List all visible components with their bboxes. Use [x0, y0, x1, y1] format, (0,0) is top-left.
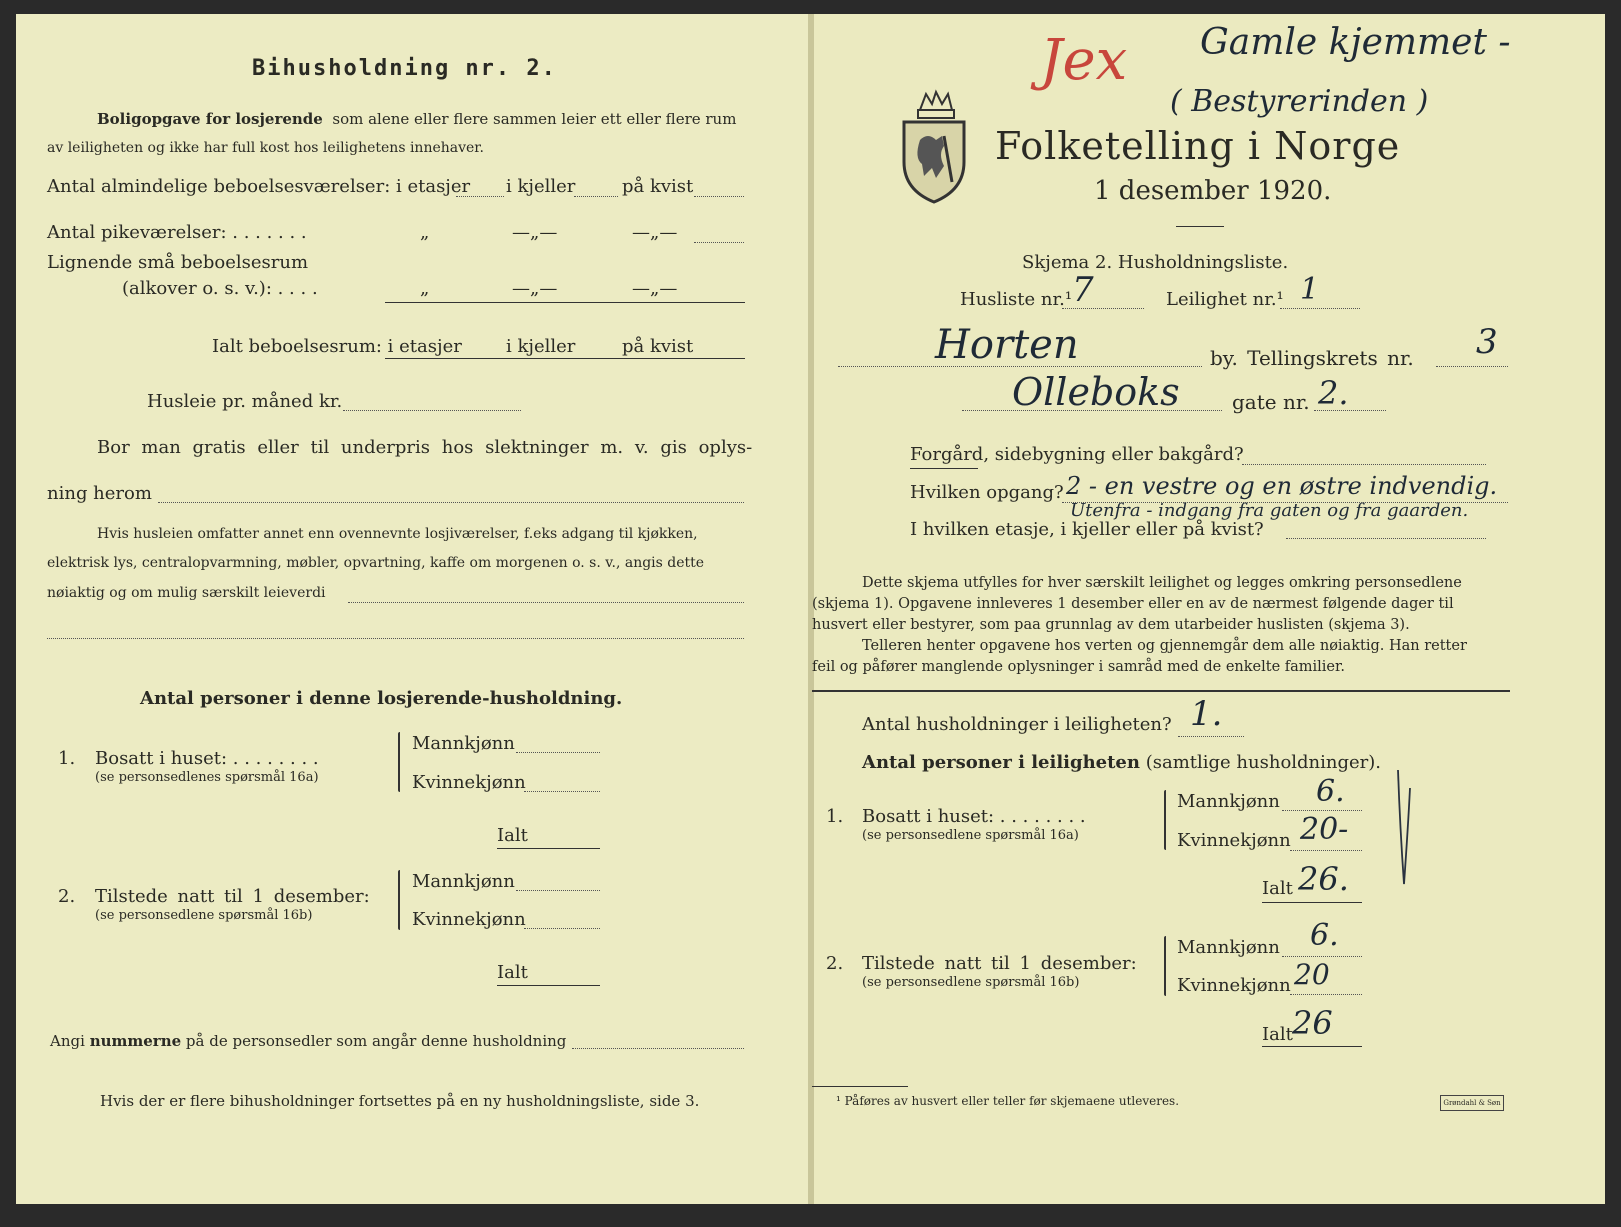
right-q1-label: Bosatt i huset: . . . . . . . . — [862, 806, 1086, 827]
opgang-label: Hvilken opgang? — [910, 482, 1064, 503]
skjema-label: Skjema 2. Husholdningsliste. — [1022, 252, 1289, 273]
right-q1-ialt-value[interactable]: 26. — [1298, 860, 1349, 898]
alkover-label-2: (alkover o. s. v.): . . . . — [122, 278, 318, 299]
forgard-field[interactable] — [1242, 464, 1486, 465]
rooms-kvist-label: på kvist — [622, 176, 694, 197]
right-q2-brace — [1164, 936, 1166, 996]
hush-field — [1178, 736, 1244, 737]
left-q2-mann-field[interactable] — [516, 890, 600, 891]
footnote-rule — [812, 1086, 908, 1087]
right-q2-sub: (se personsedlene spørsmål 16b) — [862, 975, 1080, 990]
left-q1-label: Bosatt i huset: . . . . . . . . — [95, 748, 319, 769]
gate-value[interactable]: Olleboks — [1012, 370, 1180, 414]
right-q1-ialt-label: Ialt — [1262, 878, 1293, 899]
by-field — [838, 366, 1202, 367]
left-q1-kvinne-field[interactable] — [524, 791, 600, 792]
left-intro-bold: Boligopgave for losjerende — [97, 110, 323, 128]
rooms-kvist-field[interactable] — [694, 196, 744, 197]
ialt-rooms-kjeller: i kjeller — [506, 336, 576, 357]
rooms-kjeller-label: i kjeller — [506, 176, 576, 197]
instr-line-2: (skjema 1). Opgavene innleveres 1 desember eller en av de nærmest følgende dager til — [812, 596, 1454, 612]
right-q2-ialt-field — [1262, 1046, 1362, 1047]
extras-para-3: nøiaktig og om mulig særskilt leieverdi — [47, 585, 326, 601]
rooms-kjeller-field[interactable] — [574, 196, 618, 197]
hush-value[interactable]: 1. — [1190, 694, 1223, 734]
ialt-rooms-underline — [385, 358, 745, 359]
left-intro-rest: som alene eller flere sammen leier ett eller flere rum — [332, 110, 737, 128]
right-q2-mann-label: Mannkjønn — [1177, 937, 1280, 958]
right-q1-kvinne-label: Kvinnekjønn — [1177, 830, 1291, 851]
right-q1-kvinne-field — [1290, 850, 1362, 851]
check-stroke-icon — [1394, 768, 1414, 888]
pike-ditto-2: —„— — [512, 222, 558, 243]
right-persons-rest: (samtlige husholdninger). — [1145, 752, 1382, 773]
left-q1-mann-label: Mannkjønn — [412, 733, 515, 754]
instr-line-4: Telleren henter opgavene hos verten og gjennemgår dem alle nøiaktig. Han retter — [862, 638, 1467, 654]
ialt-rooms-label: Ialt beboelsesrum: i etasjer — [212, 336, 462, 357]
leieverdi-field[interactable] — [348, 602, 744, 603]
instr-line-5: feil og påfører manglende oplysninger i samråd med de enkelte familier. — [812, 659, 1345, 675]
right-persons-bold: Antal personer i leiligheten — [862, 752, 1140, 773]
right-q2-label: Tilstede natt til 1 desember: — [862, 953, 1137, 974]
angi-field[interactable] — [572, 1048, 744, 1049]
printer-stamp: Grøndahl & Søn — [1440, 1095, 1504, 1111]
coat-of-arms-icon — [898, 88, 970, 206]
right-q2-ialt-value[interactable]: 26 — [1292, 1004, 1333, 1042]
pike-ditto-3: —„— — [632, 222, 678, 243]
alkover-underline — [385, 302, 745, 303]
title-rule — [1176, 226, 1224, 227]
pike-label: Antal pikeværelser: . . . . . . . — [47, 222, 307, 243]
gratis-line1: Bor man gratis eller til underpris hos slektninger m. v. gis oplys- — [97, 437, 753, 458]
left-q2-brace — [398, 870, 400, 930]
right-q1-mann-field — [1282, 810, 1362, 811]
left-q2-mann-label: Mannkjønn — [412, 871, 515, 892]
left-title: Bihusholdning nr. 2. — [252, 56, 557, 81]
husleie-label: Husleie pr. måned kr. — [147, 391, 343, 412]
left-q1-sub: (se personsedlenes spørsmål 16a) — [95, 770, 319, 785]
left-intro — [97, 110, 736, 128]
gatenr-value[interactable]: 2. — [1318, 374, 1349, 412]
left-q2-ialt-label: Ialt — [497, 962, 528, 983]
census-title: Folketelling i Norge — [995, 124, 1401, 168]
by-label: by. Tellingskrets nr. — [1210, 346, 1414, 370]
extras-para-2: elektrisk lys, centralopvarmning, møbler, opvartning, kaffe om morgenen o. s. v., angis dette — [47, 555, 705, 571]
right-q1-ialt-field — [1262, 902, 1362, 903]
gate-label: gate nr. — [1232, 390, 1310, 414]
right-q1-mann-label: Mannkjønn — [1177, 791, 1280, 812]
rooms-etasjer-field[interactable] — [456, 196, 504, 197]
right-q1-number: 1. — [826, 806, 844, 827]
left-q1-brace — [398, 732, 400, 792]
husliste-field — [1062, 308, 1144, 309]
left-q1-ialt-label: Ialt — [497, 825, 528, 846]
extras-para-1: Hvis husleien omfatter annet enn ovennevnte losjiværelser, f.eks adgang til kjøkken, — [97, 526, 698, 542]
opgang-field — [1062, 502, 1508, 503]
instr-line-1: Dette skjema utfylles for hver særskilt leilighet og legges omkring personsedlene — [862, 575, 1462, 591]
alkover-ditto-1: „ — [420, 278, 430, 299]
rooms-label: Antal almindelige beboelsesværelser: i etasjer — [47, 176, 471, 197]
right-q1-sub: (se personsedlene spørsmål 16a) — [862, 828, 1079, 843]
opgang-value-2[interactable]: Utenfra - indgang fra gaten og fra gaarden. — [1070, 500, 1469, 521]
left-q2-sub: (se personsedlene spørsmål 16b) — [95, 908, 313, 923]
instr-line-3: husvert eller bestyrer, som paa grunnlag av dem utarbeider huslisten (skjema 3). — [812, 617, 1410, 633]
gatenr-field — [1314, 410, 1386, 411]
leilighet-label: Leilighet nr.¹ — [1166, 289, 1284, 310]
angi-rest: på de personsedler som angår denne husholdning — [185, 1032, 567, 1050]
left-intro-line2: av leiligheten og ikke har full kost hos leilighetens innehaver. — [47, 140, 484, 156]
handwritten-note-1: Gamle kjemmet - — [1200, 22, 1511, 63]
right-q1-brace — [1164, 790, 1166, 850]
hush-label: Antal husholdninger i leiligheten? — [862, 714, 1172, 735]
opgang-value[interactable]: 2 - en vestre og en østre indvendig. — [1066, 472, 1498, 500]
forgard-label: Forgård, sidebygning eller bakgård? — [910, 444, 1244, 465]
angi-line — [50, 1032, 566, 1050]
gate-field — [962, 410, 1222, 411]
left-q1-kvinne-label: Kvinnekjønn — [412, 772, 526, 793]
gratis-field[interactable] — [158, 502, 744, 503]
right-q2-kvinne-value[interactable]: 20 — [1294, 958, 1330, 991]
forgard-mark — [910, 468, 978, 469]
gratis-line2: ning herom — [47, 483, 152, 504]
left-q1-mann-field[interactable] — [516, 752, 600, 753]
alkover-ditto-2: —„— — [512, 278, 558, 299]
husleie-field[interactable] — [343, 410, 521, 411]
left-q2-number: 2. — [58, 886, 76, 907]
angi-bold: nummerne — [89, 1032, 182, 1050]
alkover-ditto-3: —„— — [632, 278, 678, 299]
left-q2-kvinne-label: Kvinnekjønn — [412, 909, 526, 930]
left-q2-kvinne-field[interactable] — [524, 928, 600, 929]
pike-ditto-1: „ — [420, 222, 430, 243]
census-date: 1 desember 1920. — [1094, 176, 1332, 206]
leieverdi-field-2[interactable] — [47, 638, 744, 639]
red-handwritten-mark: Jex — [1040, 28, 1128, 93]
etasje-label: I hvilken etasje, i kjeller eller på kvist? — [910, 519, 1264, 540]
etasje-field[interactable] — [1286, 538, 1486, 539]
right-persons-heading — [862, 752, 1381, 773]
left-q2-label: Tilstede natt til 1 desember: — [95, 886, 370, 907]
husliste-value[interactable]: 7 — [1072, 270, 1094, 310]
instr-rule — [812, 690, 1510, 692]
pike-kvist-field[interactable] — [694, 242, 744, 243]
leilighet-value[interactable]: 1 — [1300, 272, 1320, 307]
right-q2-mann-field — [1282, 956, 1362, 957]
left-persons-heading: Antal personer i denne losjerende-husholdning. — [140, 688, 623, 709]
alkover-label-1: Lignende små beboelsesrum — [47, 252, 309, 273]
husliste-label: Husliste nr.¹ — [960, 289, 1073, 310]
angi-pre: Angi — [50, 1032, 85, 1050]
right-q2-number: 2. — [826, 953, 844, 974]
right-q2-mann-value[interactable]: 6. — [1310, 918, 1339, 953]
krets-field — [1436, 366, 1508, 367]
by-value[interactable]: Horten — [935, 322, 1079, 368]
right-q2-kvinne-field — [1290, 994, 1362, 995]
left-q1-number: 1. — [58, 748, 76, 769]
handwritten-note-2: ( Bestyrerinden ) — [1170, 84, 1429, 119]
left-footer: Hvis der er flere bihusholdninger fortsettes på en ny husholdningsliste, side 3. — [100, 1092, 700, 1110]
left-q1-ialt-field[interactable] — [497, 848, 600, 849]
left-q2-ialt-field[interactable] — [497, 985, 600, 986]
ialt-rooms-kvist: på kvist — [622, 336, 694, 357]
right-q2-ialt-label: Ialt — [1262, 1024, 1293, 1045]
right-q2-kvinne-label: Kvinnekjønn — [1177, 975, 1291, 996]
footnote: ¹ Påføres av husvert eller teller før skjemaene utleveres. — [836, 1094, 1180, 1108]
krets-value[interactable]: 3 — [1476, 322, 1498, 362]
right-q1-kvinne-value[interactable]: 20- — [1300, 812, 1349, 847]
leilighet-field — [1280, 308, 1360, 309]
right-q1-mann-value[interactable]: 6. — [1316, 774, 1345, 809]
